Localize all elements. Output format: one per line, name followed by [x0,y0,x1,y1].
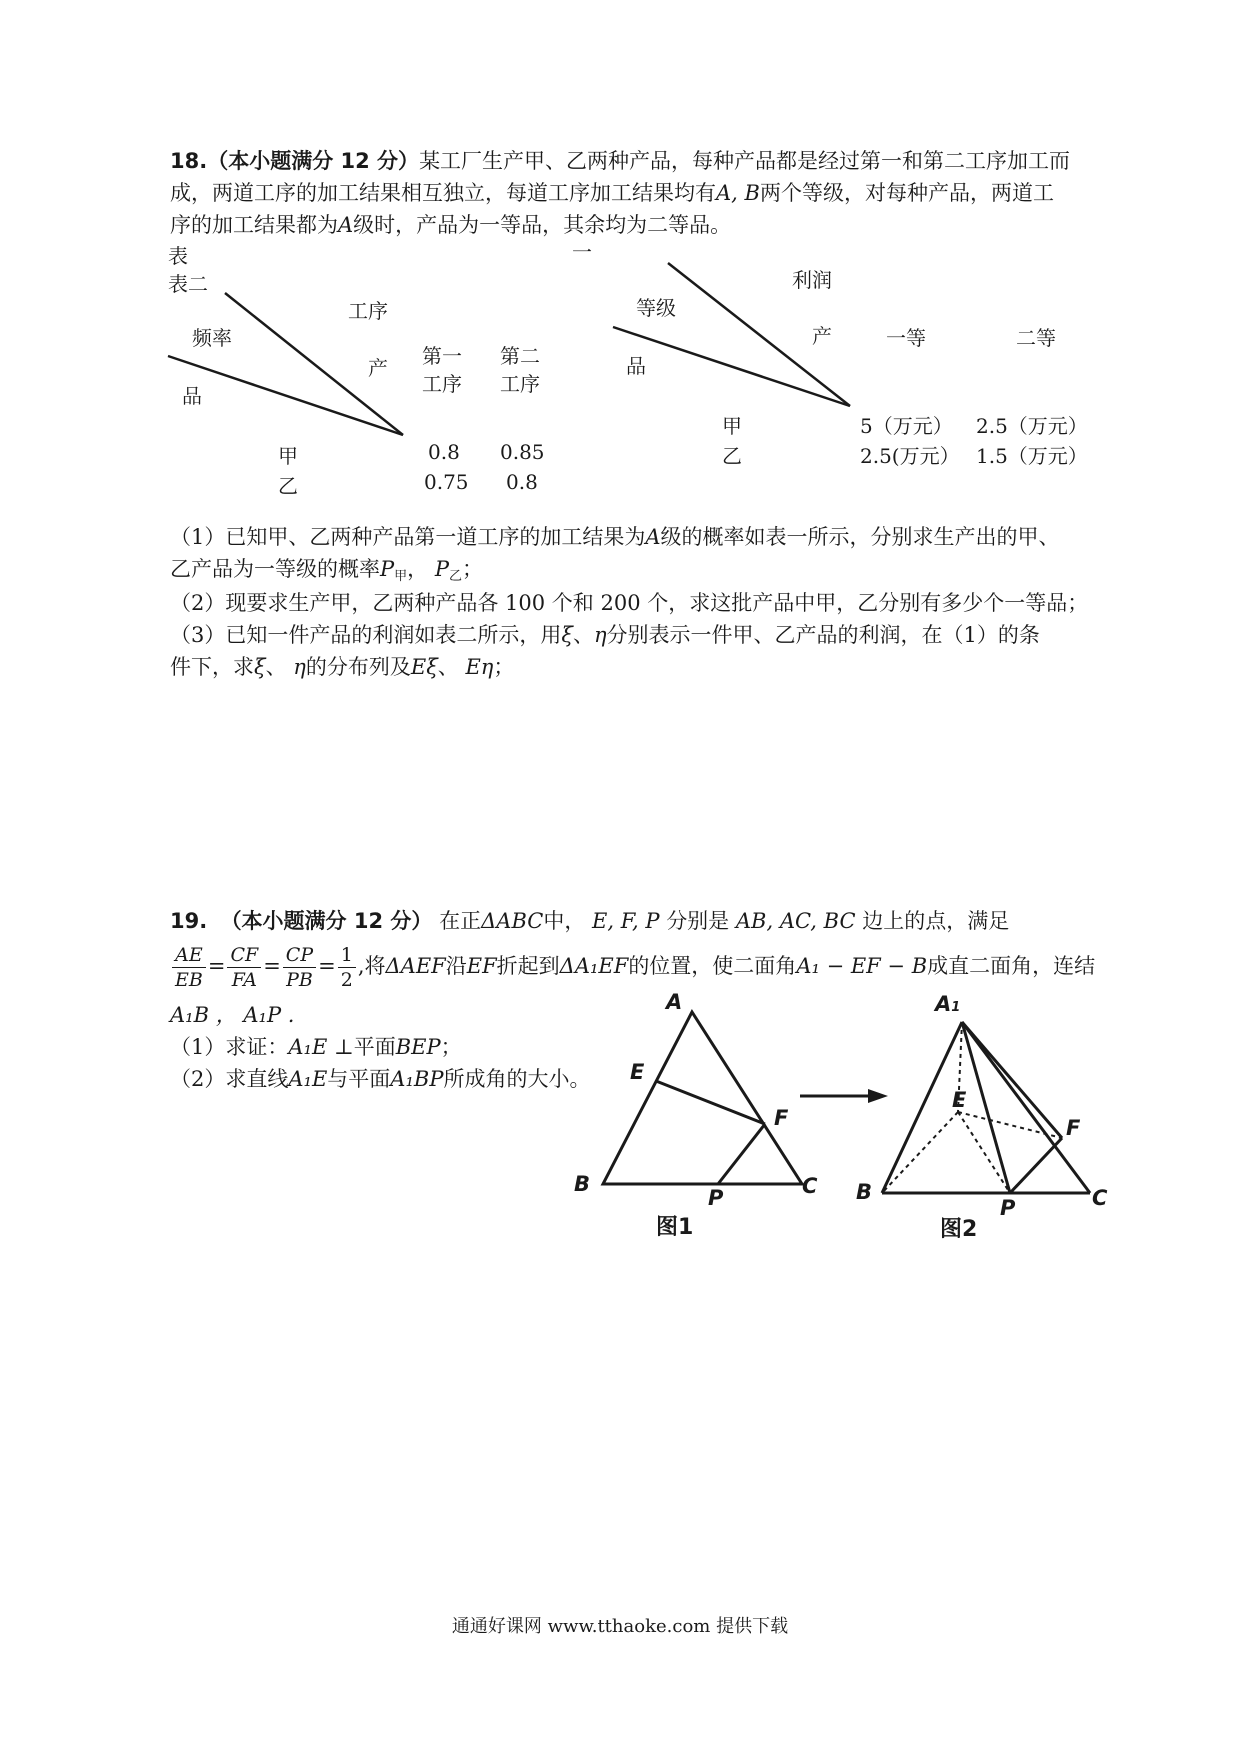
t2-row1-name: 乙 [722,444,742,468]
frac4-num: 1 [338,943,356,968]
q18-p3-end: ； [493,655,515,679]
q19-l3: A₁B ， A₁P . [170,1003,295,1027]
q19-points: （本小题满分 12 分） [220,909,433,933]
t2-row1-v1: 2.5(万元） [860,444,960,468]
fig1-label-b: B [574,1172,591,1196]
q19-p2-a: （2）求直线 [170,1067,289,1091]
q19-l2-b: 沿 [445,954,467,978]
t1-header-chan: 产 [368,356,388,380]
q18-stem-3a: 序的加工结果都为 [170,213,338,237]
t1-col2-b: 工序 [500,372,540,396]
fig2-label-p: P [1000,1196,1016,1220]
footer-source: 通通好课网 www.tthaoke.com 提供下载 [451,1616,789,1637]
q18-part2: （2）现要求生产甲，乙两种产品各 100 个和 200 个，求这批产品中甲，乙分别有多少个一等品； [170,591,1089,615]
q19-p2-b: 与平面 [327,1067,391,1091]
fig2-label-e: E [952,1088,967,1112]
frac3-den: PB [286,969,313,991]
q18-stem-1: 某工厂生产甲、乙两种产品，每种产品都是经过第一和第二工序加工而 [419,149,1071,173]
eq2: = [263,954,281,978]
q18-p3-dun2: 、 [265,655,287,679]
t1-header-process: 工序 [348,299,388,323]
q19-l2-dihedral: A₁ − EF − B [796,954,928,978]
figure-1 [603,1012,802,1184]
frac2-den: FA [231,969,257,991]
q18-p3-dun: 、 [572,623,594,647]
table1-label-b: 一 [572,240,592,264]
q19-stem-sides: AB, AC, BC [735,909,856,933]
q18-p3-xi: ξ [561,623,573,647]
q18-grades-var: A, B [716,181,760,205]
fig1-label-c: C [802,1174,818,1198]
t1-header-pin: 品 [182,384,202,408]
t1-header-freq: 频率 [192,326,232,350]
t1-row1-v2: 0.8 [506,470,538,494]
frac1-num: AE [172,943,206,968]
fig2-a1-letter: A [935,992,952,1016]
q18-points: （本小题满分 12 分） [207,149,420,173]
q18-p1-end: ； [462,557,483,581]
q19-stem-tri: ΔABC [481,909,544,933]
q19-p1-a: （1）求证： [170,1035,289,1059]
q18-p3-a: （3）已知一件产品的利润如表二所示，用 [170,623,562,647]
t1-col2-a: 第二 [500,344,540,368]
q18-p1-P: P [380,557,395,581]
q19-number: 19. [170,909,208,933]
frac2-num: CF [227,943,261,968]
q18-p1-var: A [645,525,661,549]
t2-row0-v1: 5（万元） [860,414,953,438]
q19-p1-expr: A₁E ⊥ [288,1035,354,1059]
q19-stem-b: 中， [543,909,586,933]
q18-p1-c: 乙产品为一等级的概率 [170,557,380,581]
fig1-caption: 图1 [656,1215,694,1240]
t2-header-chan: 产 [812,324,832,348]
fig1-label-p: P [708,1186,724,1210]
q18-p1-P2: P [434,557,449,581]
t1-col1-b: 工序 [422,372,462,396]
q18-p3-b: 分别表示一件甲、乙产品的利润，在（1）的条 [606,623,1040,647]
q18-stem-3b: 级时，产品为一等品，其余均为二等品。 [353,213,732,237]
frac3-num: CP [283,943,316,968]
q19-p2-plane: A₁BP [390,1067,444,1091]
t2-row0-name: 甲 [722,414,742,438]
q19-l2-ef: EF [466,954,497,978]
t2-header-profit: 利润 [792,268,832,292]
q19-l2-a: ,将 [357,954,386,978]
q18-grade-var: A [338,213,354,237]
fig2-label-c: C [1092,1186,1108,1210]
q18-stem-2: 成，两道工序的加工结果相互独立，每道工序加工结果均有 [170,181,716,205]
frac1-den: EB [175,969,203,991]
q19-l2-tri2: ΔA₁EF [559,954,629,978]
q19-stem-c: 分别是 [666,909,730,933]
t1-row0-v2: 0.85 [500,440,545,464]
q18-p1-a: （1）已知甲、乙两种产品第一道工序的加工结果为 [170,525,646,549]
q18-number: 18. [170,149,208,173]
fig1-label-a: A [666,990,683,1014]
q19-l2-tri: ΔAEF [385,954,446,978]
q18-p3-Exi: Eξ [410,655,438,679]
q19-p1-plane: BEP [395,1035,441,1059]
frac4-den: 2 [340,969,353,991]
table2-label: 表二 [168,272,208,296]
q19-p1-b: 平面 [353,1035,396,1059]
q18-p1-sub2: 乙 [448,569,462,584]
q18-p1-sep: ， [407,557,429,581]
eq1: = [207,954,226,978]
figure-2 [882,1022,1090,1193]
t2-header-pin: 品 [626,354,646,378]
q18-p3-c: 件下，求 [170,655,254,679]
fig1-label-f: F [774,1106,789,1130]
q18-p3-eta2: η [293,655,306,679]
table1-label-a: 表 [168,244,188,268]
q19-stem-a: 在正 [439,909,482,933]
q18-p3-Eeta: Eη [465,655,494,679]
q19-p2-c: 所成角的大小。 [443,1067,591,1091]
fig2-caption: 图2 [940,1217,978,1242]
q19-stem-d: 边上的点，满足 [862,909,1010,933]
t1-row1-name: 乙 [278,474,298,498]
fig1-label-e: E [630,1060,645,1084]
fig2-label-b: B [856,1180,873,1204]
q19-stem-efp: E, F, P [592,909,660,933]
t2-col1: 一等 [886,326,926,350]
q19-l2-e: 成直二面角，连结 [927,954,1096,978]
q18-p1-b: 级的概率如表一所示，分别求生产出的甲、 [660,525,1060,549]
t1-col1-a: 第一 [422,344,462,368]
t1-row1-v1: 0.75 [424,470,469,494]
q19-p1-end: ； [440,1035,462,1059]
q19-l2-c: 折起到 [496,954,560,978]
q18-p3-dun3: 、 [437,655,459,679]
t1-row0-name: 甲 [278,444,298,468]
t2-col2: 二等 [1016,326,1056,350]
q18-p3-xi2: ξ [254,655,266,679]
t2-row0-v2: 2.5（万元） [976,414,1088,438]
fig2-label-a1 [935,992,960,1016]
fig2-a1-sub: 1 [951,1000,961,1015]
q18-stem-2b: 两个等级，对每种产品，两道工 [759,181,1054,205]
t1-row0-v1: 0.8 [428,440,460,464]
q18-p1-sub1: 甲 [394,569,408,584]
t2-header-grade: 等级 [636,296,676,320]
q18-p3-eta: η [593,623,607,647]
q19-l2-d: 的位置，使二面角 [628,954,797,978]
q18-p3-d: 的分布列及 [305,655,411,679]
eq3: = [318,954,336,978]
q19-p2-line: A₁E [288,1067,328,1091]
fig2-label-f: F [1066,1116,1081,1140]
t2-row1-v2: 1.5（万元） [976,444,1088,468]
arrow-icon [800,1089,888,1103]
